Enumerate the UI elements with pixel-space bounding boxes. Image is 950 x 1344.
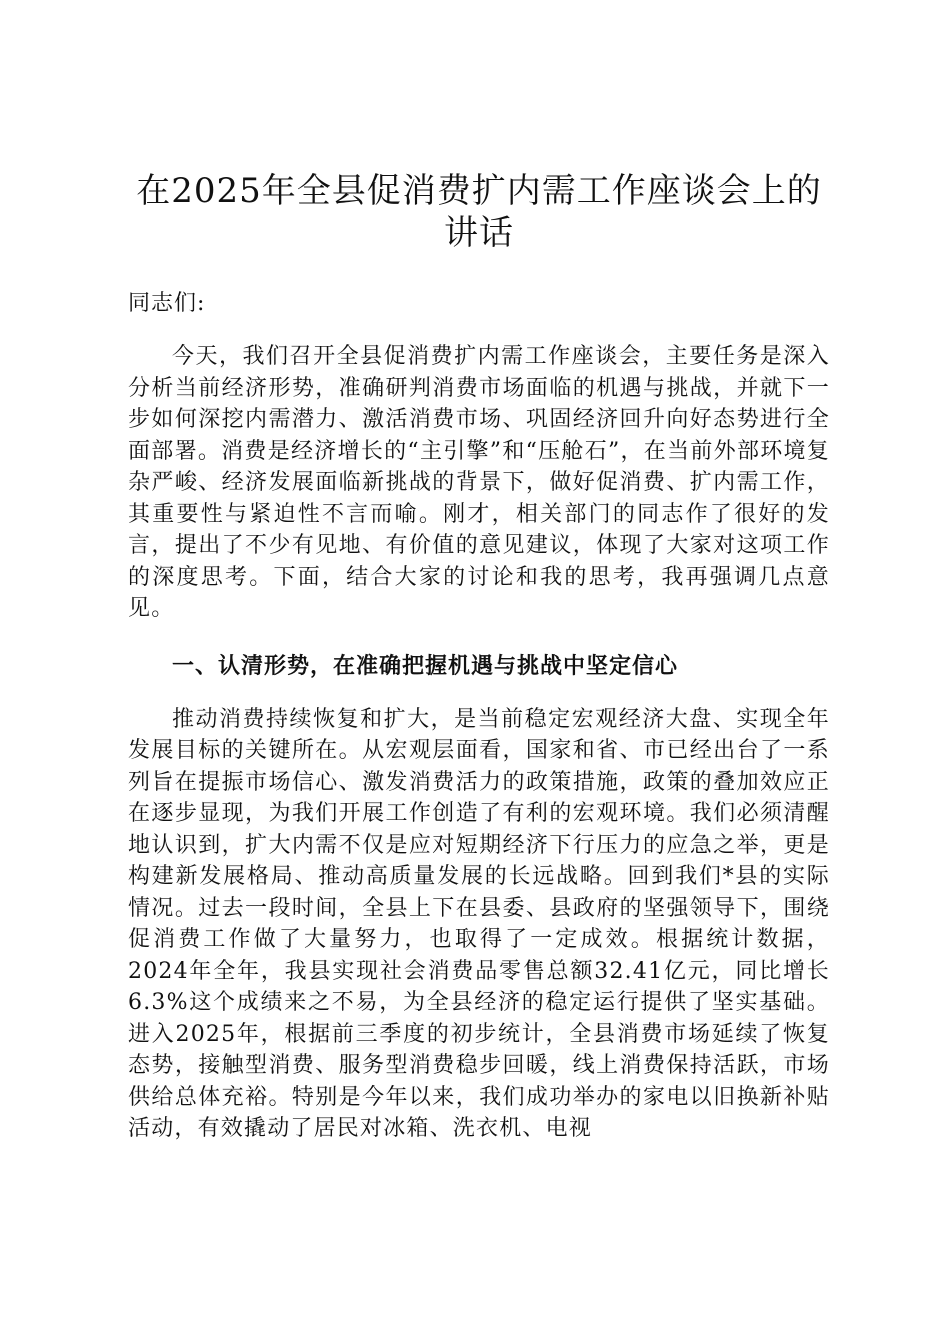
section-heading-1: 一、认清形势，在准确把握机遇与挑战中坚定信心 xyxy=(172,652,679,679)
document-page xyxy=(128,0,830,1344)
intro-paragraph: 今天，我们召开全县促消费扩内需工作座谈会，主要任务是深入分析当前经济形势，准确研判消费市场面临的机遇与挑战，并就下一步如何深挖内需潜力、激活消费市场、巩固经济回升向好态势进行全面部署。消费是经济增长的“主引擎”和“压舱石”，在当前外部环境复杂严峻、经济发展面临新挑战的背景下，做好促消费、扩内需工作，其重要性与紧迫性不言而喻。刚才，相关部门的同志作了很好的发言，提出了不少有见地、有价值的意见建议，体现了大家对这项工作的深度思考。下面，结合大家的讨论和我的思考，我再强调几点意见。 xyxy=(128,344,830,621)
section-1-paragraph: 推动消费持续恢复和扩大，是当前稳定宏观经济大盘、实现全年发展目标的关键所在。从宏观层面看，国家和省、市已经出台了一系列旨在提振市场信心、激发消费活力的政策措施，政策的叠加效应正在逐步显现，为我们开展工作创造了有利的宏观环境。我们必须清醒地认识到，扩大内需不仅是应对短期经济下行压力的应急之举，更是构建新发展格局、推动高质量发展的长远战略。回到我们*县的实际情况。过去一段时间，全县上下在县委、县政府的坚强领导下，围绕促消费工作做了大量努力，也取得了一定成效。根据统计数据，2024年全年，我县实现社会消费品零售总额32.41亿元，同比增长6.3%这个成绩来之不易，为全县经济的稳定运行提供了坚实基础。进入2025年，根据前三季度的初步统计，全县消费市场延续了恢复态势，接触型消费、服务型消费稳步回暖，线上消费保持活跃，市场供给总体充裕。特别是今年以来，我们成功举办的家电以旧换新补贴活动，有效撬动了居民对冰箱、洗衣机、电视 xyxy=(128,706,830,1141)
document-title: 在2025年全县促消费扩内需工作座谈会上的讲话 xyxy=(136,171,822,253)
salutation: 同志们: xyxy=(128,291,206,316)
